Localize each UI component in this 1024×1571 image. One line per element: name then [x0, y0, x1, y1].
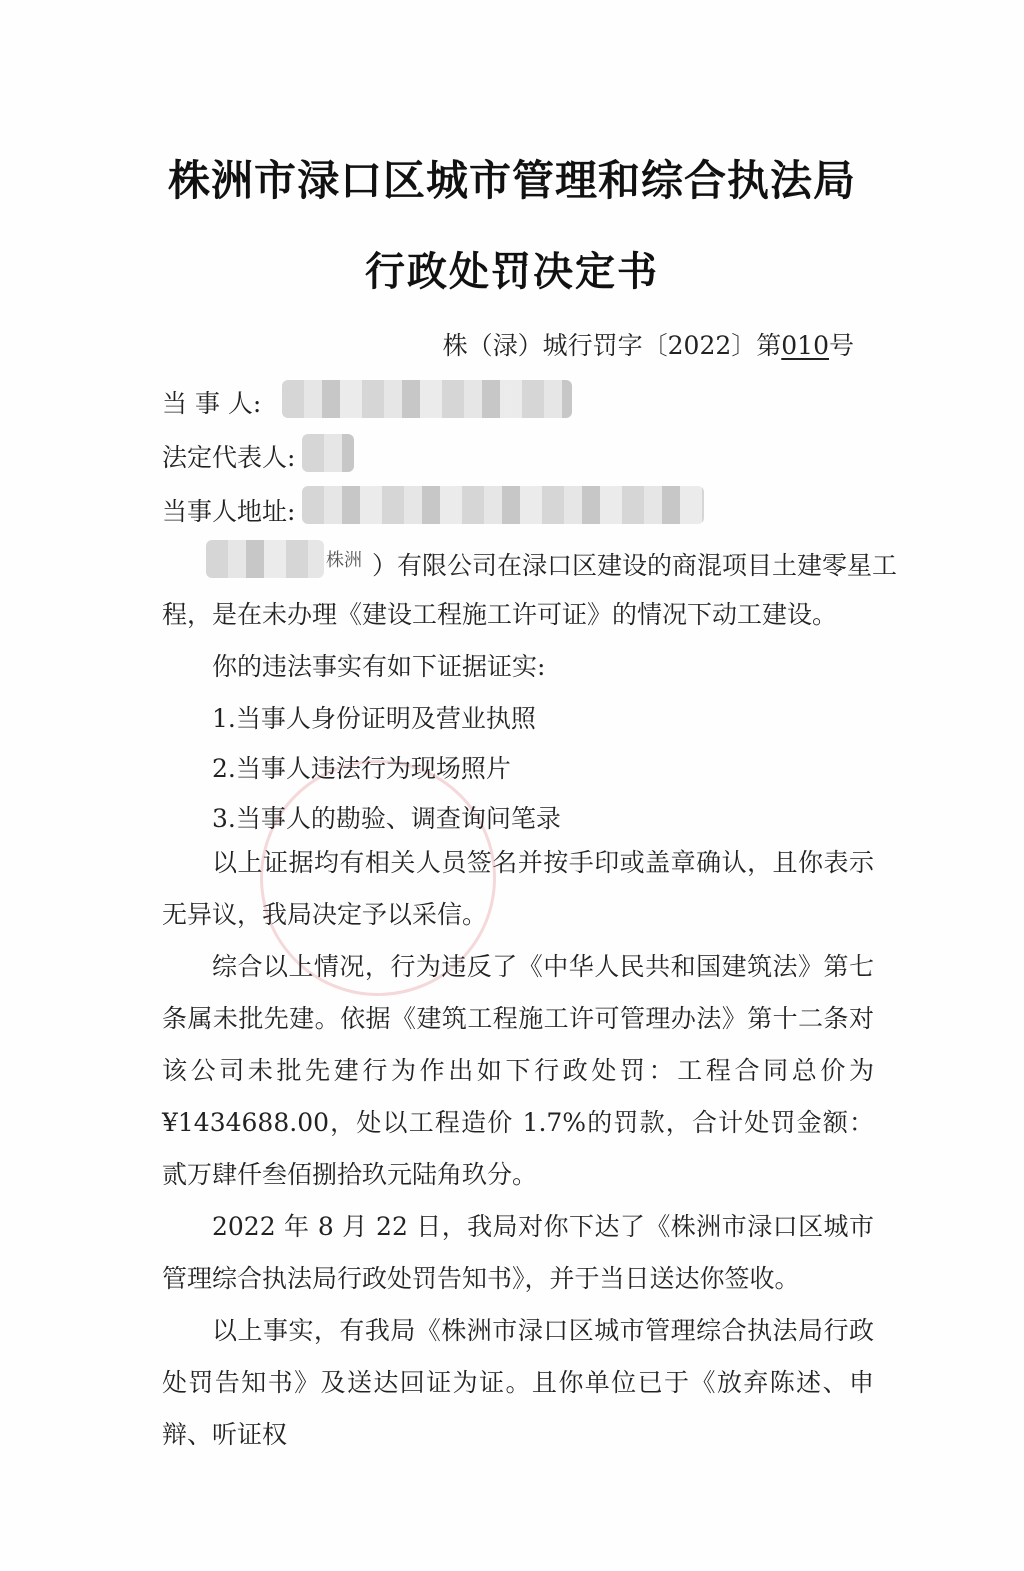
- redacted-party-name: [282, 380, 572, 418]
- facts-evidence-paragraph: 以上事实，有我局《株洲市渌口区城市管理综合执法局行政处罚告知书》及送达回证为证。且你单位已于《放弃陈述、申辩、听证权: [162, 1316, 874, 1449]
- redacted-company-name: [206, 540, 324, 578]
- legal-rep-field: [162, 438, 295, 474]
- party-label: 当 事 人:: [162, 389, 262, 418]
- violation-penalty-paragraph: 综合以上情况，行为违反了《中华人民共和国建筑法》第七条属未批先建。依据《建筑工程施工许可管理办法》第十二条对该公司未批先建行为作出如下行政处罚：工程合同总价为¥1434688.00，处以工程造价 1.7%的罚款，合计处罚金额：贰万肆仟叁佰捌拾玖元陆角玖分。: [162, 952, 874, 1189]
- address-field: [162, 492, 295, 528]
- document-number-value: 010: [781, 331, 829, 360]
- evidence-intro: 你的违法事实有如下证据证实:: [212, 652, 546, 681]
- document-number-suffix: 号: [828, 331, 854, 360]
- redacted-address: [302, 486, 704, 524]
- evidence-item: 1.当事人身份证明及营业执照: [212, 704, 536, 733]
- evidence-item: 3.当事人的勘验、调查询问笔录: [212, 804, 561, 833]
- address-label: 当事人地址:: [162, 497, 296, 526]
- legal-rep-label: 法定代表人:: [162, 443, 296, 472]
- fact-line-2: 程，是在未办理《建设工程施工许可证》的情况下动工建设。: [162, 600, 838, 629]
- fact-line-1: ）有限公司在渌口区建设的商混项目土建零星工: [372, 551, 898, 580]
- evidence-confirmation-paragraph: 以上证据均有相关人员签名并按手印或盖章确认，且你表示无异议，我局决定予以采信。: [162, 848, 874, 929]
- document-number-prefix: 株（渌）城行罚字〔2022〕第: [442, 331, 782, 360]
- issuing-authority-title: 株洲市渌口区城市管理和综合执法局: [167, 156, 856, 205]
- company-name-fragment: 株洲: [326, 550, 362, 571]
- document-number: [443, 326, 854, 362]
- document-type-title: 行政处罚决定书: [365, 249, 659, 295]
- redacted-legal-rep: [302, 434, 354, 472]
- notice-delivery-paragraph: 2022 年 8 月 22 日，我局对你下达了《株洲市渌口区城市管理综合执法局行政处罚告知书》，并于当日送达你签收。: [162, 1212, 874, 1293]
- evidence-item: 2.当事人违法行为现场照片: [212, 754, 511, 783]
- party-field: [162, 384, 261, 420]
